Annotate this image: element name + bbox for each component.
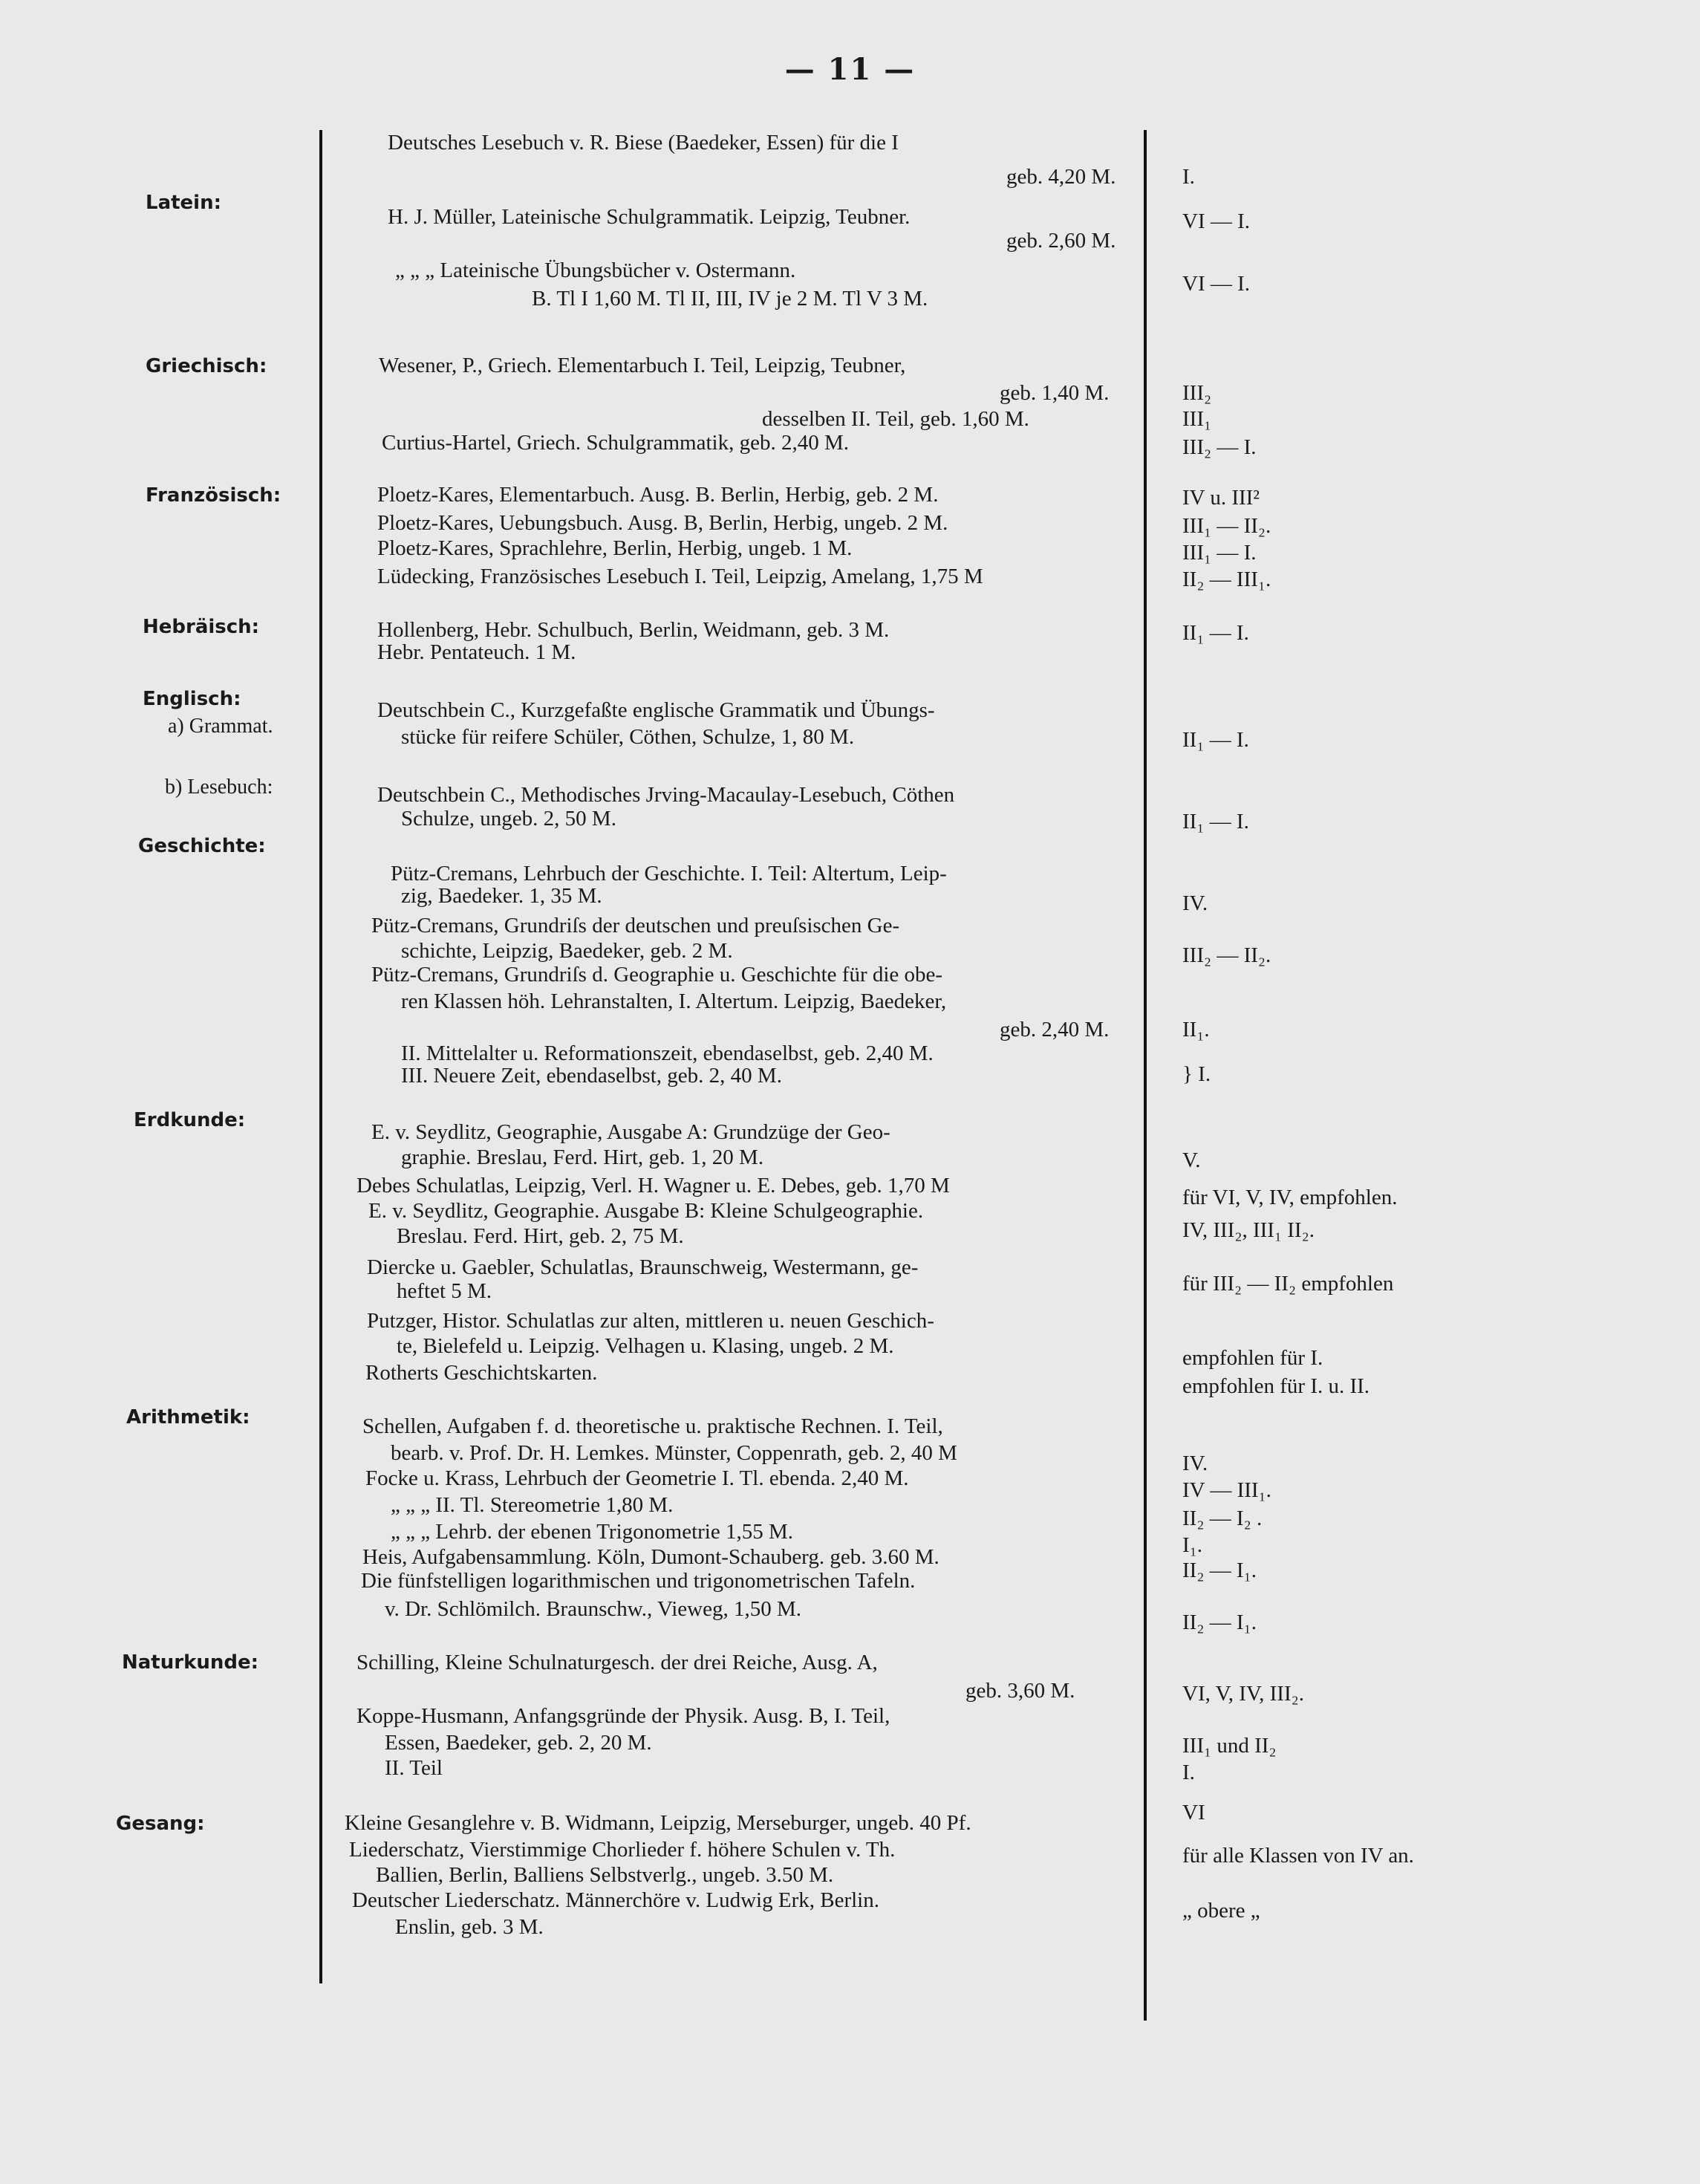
subject-gesang: Gesang:: [116, 1813, 205, 1835]
book-line: „ „ „ II. Tl. Stereometrie 1,80 M.: [391, 1493, 674, 1517]
book-line: Focke u. Krass, Lehrbuch der Geometrie I. Tl. ebenda. 2,40 M.: [365, 1466, 909, 1490]
class-range: III₂ — II₂.: [1182, 943, 1271, 967]
subject-hebraeisch: Hebräisch:: [143, 616, 260, 638]
book-line: Breslau. Ferd. Hirt, geb. 2, 75 M.: [397, 1224, 684, 1248]
class-range: IV.: [1182, 891, 1208, 915]
book-line: geb. 2,40 M.: [1000, 1018, 1110, 1041]
book-line: Koppe-Husmann, Anfangsgründe der Physik. Ausg. B, I. Teil,: [356, 1704, 890, 1728]
book-line: Deutsches Lesebuch v. R. Biese (Baedeker, Essen) für die I: [388, 131, 899, 155]
class-range: für alle Klassen von IV an.: [1182, 1844, 1414, 1868]
book-line: Enslin, geb. 3 M.: [395, 1915, 544, 1939]
book-line: Wesener, P., Griech. Elementarbuch I. Teil, Leipzig, Teubner,: [379, 354, 906, 377]
class-range: für III₂ — II₂ empfohlen: [1182, 1272, 1394, 1296]
book-line: „ „ „ Lateinische Übungsbücher v. Ostermann.: [395, 259, 796, 282]
class-range: V.: [1182, 1148, 1201, 1172]
class-range: III₂: [1182, 381, 1212, 405]
book-line: Putzger, Histor. Schulatlas zur alten, mittleren u. neuen Geschich-: [367, 1309, 934, 1333]
subject-englisch-grammar: a) Grammat.: [168, 715, 273, 738]
book-line: Ploetz-Kares, Uebungsbuch. Ausg. B, Berlin, Herbig, ungeb. 2 M.: [377, 511, 948, 535]
class-range: III₁ und II₂: [1182, 1734, 1277, 1758]
book-line: geb. 3,60 M.: [965, 1679, 1075, 1703]
book-line: desselben II. Teil, geb. 1,60 M.: [762, 407, 1029, 431]
class-range: II₁ — I.: [1182, 810, 1249, 833]
book-line: Deutschbein C., Methodisches Jrving-Macaulay-Lesebuch, Cöthen: [377, 783, 955, 807]
class-range: IV.: [1182, 1452, 1208, 1475]
class-range: III₁: [1182, 407, 1212, 431]
class-range: II₂ — III₁.: [1182, 568, 1271, 591]
book-line: geb. 4,20 M.: [1006, 165, 1116, 189]
class-range: empfohlen für I. u. II.: [1182, 1374, 1370, 1398]
book-line: Pütz-Cremans, Grundriſs d. Geographie u. Geschichte für die obe-: [371, 963, 943, 987]
book-line: Lüdecking, Französisches Lesebuch I. Teil, Leipzig, Amelang, 1,75 M: [377, 565, 983, 588]
class-range: I.: [1182, 165, 1195, 189]
book-line: Ploetz-Kares, Sprachlehre, Berlin, Herbig, ungeb. 1 M.: [377, 536, 853, 560]
book-line: B. Tl I 1,60 M. Tl II, III, IV je 2 M. Tl V 3 M.: [532, 287, 928, 311]
class-range: I.: [1182, 1761, 1195, 1784]
book-line: Hollenberg, Hebr. Schulbuch, Berlin, Weidmann, geb. 3 M.: [377, 618, 890, 642]
book-line: Schellen, Aufgaben f. d. theoretische u. praktische Rechnen. I. Teil,: [362, 1414, 943, 1438]
subject-naturkunde: Naturkunde:: [122, 1651, 259, 1674]
right-column-rule: [1144, 130, 1147, 2021]
book-line: H. J. Müller, Lateinische Schulgrammatik. Leipzig, Teubner.: [388, 205, 911, 229]
book-line: Die fünfstelligen logarithmischen und trigonometrischen Tafeln.: [361, 1569, 916, 1593]
book-line: Pütz-Cremans, Lehrbuch der Geschichte. I. Teil: Altertum, Leip-: [391, 862, 947, 885]
book-line: II. Mittelalter u. Reformationszeit, ebendaselbst, geb. 2,40 M.: [401, 1041, 934, 1065]
book-line: Ballien, Berlin, Balliens Selbstverlg., ungeb. 3.50 M.: [376, 1863, 834, 1887]
book-line: Essen, Baedeker, geb. 2, 20 M.: [385, 1731, 652, 1755]
book-line: geb. 2,60 M.: [1006, 229, 1116, 253]
book-line: zig, Baedeker. 1, 35 M.: [401, 884, 602, 908]
book-line: E. v. Seydlitz, Geographie. Ausgabe B: Kleine Schulgeographie.: [368, 1199, 924, 1223]
class-range: „ obere „: [1182, 1899, 1260, 1923]
book-line: graphie. Breslau, Ferd. Hirt, geb. 1, 20 M.: [401, 1145, 764, 1169]
book-line: Heis, Aufgabensammlung. Köln, Dumont-Schauberg. geb. 3.60 M.: [362, 1545, 939, 1569]
book-line: Debes Schulatlas, Leipzig, Verl. H. Wagner u. E. Debes, geb. 1,70 M: [356, 1174, 950, 1197]
left-column-rule: [319, 130, 322, 1983]
page-number: — 11 —: [784, 52, 916, 87]
book-line: bearb. v. Prof. Dr. H. Lemkes. Münster, Coppenrath, geb. 2, 40 M: [391, 1441, 957, 1465]
subject-latein: Latein:: [146, 192, 221, 214]
book-line: geb. 1,40 M.: [1000, 381, 1110, 405]
book-line: Rotherts Geschichtskarten.: [365, 1361, 598, 1385]
class-range: II₁ — I.: [1182, 728, 1249, 752]
subject-erdkunde: Erdkunde:: [134, 1109, 246, 1131]
book-line: Schilling, Kleine Schulnaturgesch. der drei Reiche, Ausg. A,: [356, 1651, 878, 1674]
class-range: IV, III₂, III₁ II₂.: [1182, 1218, 1315, 1242]
book-line: III. Neuere Zeit, ebendaselbst, geb. 2, 40 M.: [401, 1064, 782, 1088]
class-range: IV u. III²: [1182, 486, 1260, 510]
class-range: } I.: [1182, 1062, 1211, 1086]
subject-arithmetik: Arithmetik:: [126, 1406, 250, 1429]
subject-franzoesisch: Französisch:: [146, 484, 281, 507]
class-range: II₁.: [1182, 1018, 1210, 1041]
subject-griechisch: Griechisch:: [146, 355, 267, 377]
class-range: VI, V, IV, III₂.: [1182, 1682, 1304, 1706]
subject-geschichte: Geschichte:: [138, 835, 266, 857]
class-range: III₁ — I.: [1182, 541, 1257, 565]
class-range: VI: [1182, 1801, 1205, 1824]
book-line: Liederschatz, Vierstimmige Chorlieder f. höhere Schulen v. Th.: [349, 1838, 896, 1862]
class-range: für VI, V, IV, empfohlen.: [1182, 1186, 1398, 1209]
class-range: IV — III₁.: [1182, 1478, 1271, 1502]
book-line: te, Bielefeld u. Leipzig. Velhagen u. Klasing, ungeb. 2 M.: [397, 1334, 894, 1358]
book-line: „ „ „ Lehrb. der ebenen Trigonometrie 1,55 M.: [391, 1520, 793, 1544]
subject-englisch: Englisch:: [143, 688, 241, 710]
class-range: II₂ — I₁.: [1182, 1559, 1257, 1582]
book-line: E. v. Seydlitz, Geographie, Ausgabe A: Grundzüge der Geo-: [371, 1120, 890, 1144]
class-range: III₁ — II₂.: [1182, 514, 1271, 538]
book-line: ren Klassen höh. Lehranstalten, I. Altertum. Leipzig, Baedeker,: [401, 989, 947, 1013]
book-line: Curtius-Hartel, Griech. Schulgrammatik, geb. 2,40 M.: [382, 431, 850, 455]
book-line: II. Teil: [385, 1756, 443, 1780]
class-range: VI — I.: [1182, 272, 1251, 296]
book-line: Deutscher Liederschatz. Männerchöre v. Ludwig Erk, Berlin.: [352, 1888, 879, 1912]
class-range: II₁ — I.: [1182, 621, 1249, 645]
book-line: heftet 5 M.: [397, 1279, 492, 1303]
class-range: empfohlen für I.: [1182, 1346, 1323, 1370]
class-range: II₂ — I₂ .: [1182, 1507, 1263, 1530]
book-line: schichte, Leipzig, Baedeker, geb. 2 M.: [401, 939, 733, 963]
book-line: stücke für reifere Schüler, Cöthen, Schulze, 1, 80 M.: [401, 725, 855, 749]
book-line: Ploetz-Kares, Elementarbuch. Ausg. B. Berlin, Herbig, geb. 2 M.: [377, 483, 939, 507]
class-range: III₂ — I.: [1182, 435, 1257, 459]
book-line: Schulze, ungeb. 2, 50 M.: [401, 807, 616, 831]
subject-englisch-reader: b) Lesebuch:: [165, 776, 273, 799]
book-line: Kleine Gesanglehre v. B. Widmann, Leipzig, Merseburger, ungeb. 40 Pf.: [345, 1811, 971, 1835]
book-line: Deutschbein C., Kurzgefaßte englische Grammatik und Übungs-: [377, 698, 935, 722]
book-line: Pütz-Cremans, Grundriſs der deutschen und preuſsischen Ge-: [371, 914, 900, 937]
book-line: Diercke u. Gaebler, Schulatlas, Braunschweig, Westermann, ge-: [367, 1255, 919, 1279]
class-range: VI — I.: [1182, 209, 1251, 233]
book-line: v. Dr. Schlömilch. Braunschw., Vieweg, 1,50 M.: [385, 1597, 802, 1621]
book-line: Hebr. Pentateuch. 1 M.: [377, 640, 576, 664]
class-range: I₁.: [1182, 1533, 1203, 1557]
class-range: II₂ — I₁.: [1182, 1611, 1257, 1634]
